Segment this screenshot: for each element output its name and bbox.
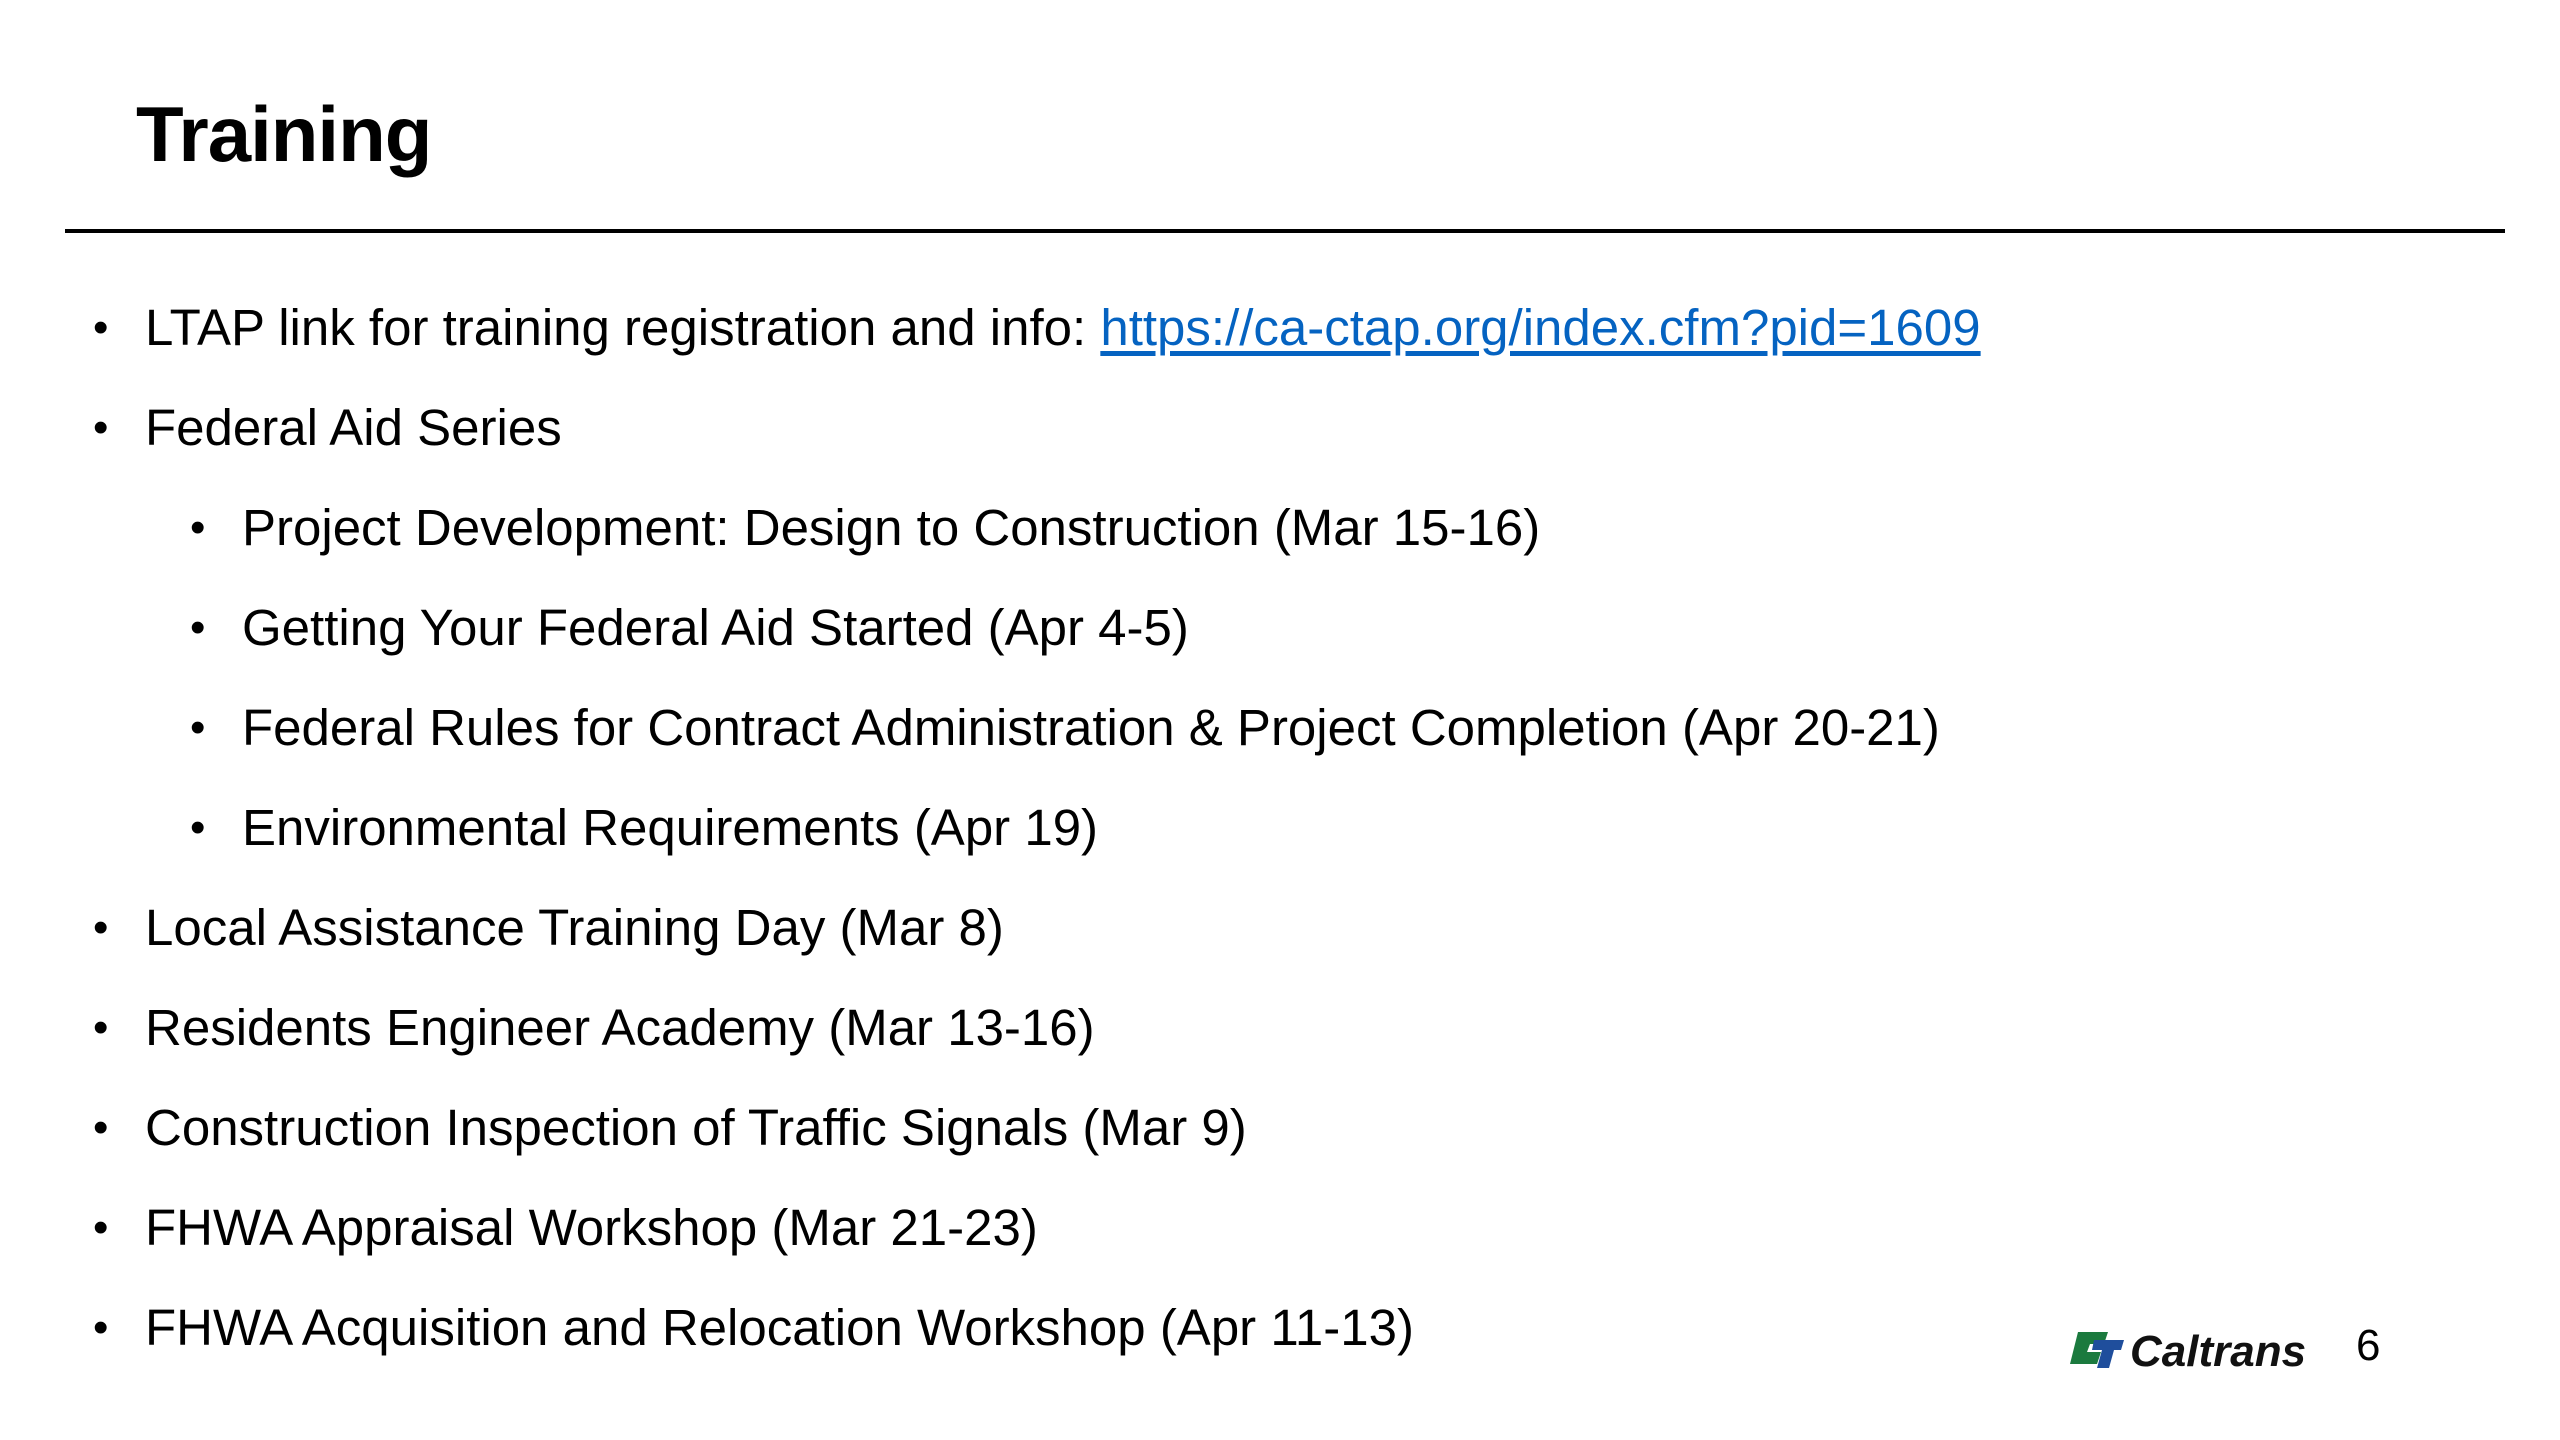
list-item-text: LTAP link for training registration and info: bbox=[145, 299, 1101, 356]
list-item bbox=[93, 1298, 1414, 1358]
list-item bbox=[93, 998, 1095, 1058]
list-item-text: Construction Inspection of Traffic Signals (Mar 9) bbox=[145, 1099, 1247, 1156]
bullet-icon: • bbox=[190, 603, 206, 652]
bullet-icon: • bbox=[190, 503, 206, 552]
bullet-icon: • bbox=[93, 903, 109, 952]
list-item bbox=[93, 1198, 1038, 1258]
list-item bbox=[93, 898, 1004, 958]
list-item bbox=[93, 298, 1981, 358]
page-number: 6 bbox=[2356, 1321, 2381, 1370]
caltrans-logo bbox=[2064, 1318, 2320, 1378]
list-item bbox=[190, 498, 1541, 558]
bullet-icon: • bbox=[190, 703, 206, 752]
title-divider bbox=[65, 229, 2505, 233]
list-item-text: Federal Aid Series bbox=[145, 399, 562, 456]
bullet-icon: • bbox=[93, 1103, 109, 1152]
caltrans-mark-icon bbox=[2070, 1332, 2124, 1368]
list-item-text: Residents Engineer Academy (Mar 13-16) bbox=[145, 999, 1095, 1056]
list-item bbox=[190, 698, 1940, 758]
bullet-icon: • bbox=[93, 1003, 109, 1052]
list-item-text: Getting Your Federal Aid Started (Apr 4-5) bbox=[242, 599, 1189, 656]
list-item-text: Federal Rules for Contract Administration & Project Completion (Apr 20-21) bbox=[242, 699, 1940, 756]
bullet-icon: • bbox=[93, 303, 109, 352]
list-item-text: Environmental Requirements (Apr 19) bbox=[242, 799, 1099, 856]
slide-title: Training bbox=[136, 90, 432, 178]
caltrans-wordmark: Caltrans bbox=[2130, 1327, 2307, 1376]
bullet-icon: • bbox=[93, 403, 109, 452]
ltap-registration-link[interactable]: https://ca-ctap.org/index.cfm?pid=1609 bbox=[1100, 299, 1981, 356]
list-item bbox=[93, 398, 562, 458]
list-item bbox=[190, 598, 1189, 658]
list-item-text: Project Development: Design to Construction (Mar 15-16) bbox=[242, 499, 1541, 556]
bullet-icon: • bbox=[93, 1303, 109, 1352]
list-item-text: Local Assistance Training Day (Mar 8) bbox=[145, 899, 1004, 956]
list-item-text: FHWA Acquisition and Relocation Workshop (Apr 11-13) bbox=[145, 1299, 1414, 1356]
bullet-icon: • bbox=[93, 1203, 109, 1252]
list-item bbox=[93, 1098, 1247, 1158]
list-item bbox=[190, 798, 1099, 858]
list-item-text: FHWA Appraisal Workshop (Mar 21-23) bbox=[145, 1199, 1038, 1256]
bullet-icon: • bbox=[190, 803, 206, 852]
